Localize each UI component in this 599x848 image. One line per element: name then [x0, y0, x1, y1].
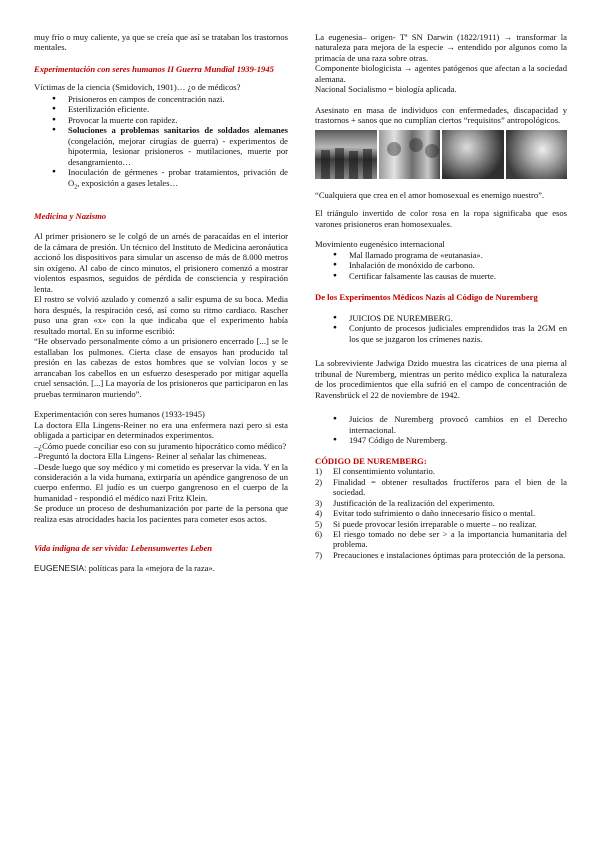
list-item: ● Inhalación de monóxido de carbono. [315, 260, 567, 270]
dehumanization-paragraph: Se produce un proceso de deshumanización por parte de la persona que realiza esas atrocidades hacia los pacientes para cometer esos actos. [34, 503, 288, 524]
list-item: ● Esterilización eficiente. [34, 104, 288, 114]
right-column [315, 32, 567, 560]
eugenesia-definition: EUGENESIA: políticas para la «mejora de la raza». [34, 562, 215, 573]
doctor-photo [506, 130, 568, 179]
list-item: ● JUICIOS DE NUREMBERG. [315, 313, 567, 323]
intro-paragraph: muy frío o muy caliente, ya que se creía que así se trataban los trastornos mentales. [34, 32, 288, 53]
section-heading-medicine-nazism: Medicina y Nazismo [34, 210, 107, 221]
mass-murder-paragraph: Asesinato en masa de individuos con enfermedades, discapacidad y trastornos + sanos que no cumplían ciertos “requisitos” antropológicos. [315, 104, 567, 126]
eugenics-origin-paragraph: La eugenesia– origen- Tª SN Darwin (1822/1911) → transformar la naturaleza para mejora de la especie → entendido por algunos como la primacía de una raza sobre otras. [315, 32, 567, 63]
homosexual-quote: “Cualquiera que crea en el amor homosexual es enemigo nuestro”. [315, 189, 545, 200]
bold-phrase: Soluciones a problemas sanitarios de soldados alemanes [68, 125, 288, 136]
section-heading-lebensunwertes: Vida indigna de ser vivida: Lebensunwertes Leben [34, 543, 213, 554]
eugenesia-label: EUGENESIA: [34, 562, 87, 573]
nuremberg-outcomes-list [315, 414, 567, 445]
list-item: ● Inoculación de gérmenes - probar tratamientos, privación de $O_2$, exposición a gases letales… [34, 167, 288, 192]
list-item: ● 1947 Código de Nuremberg. [315, 435, 567, 445]
list-item: ● Soluciones a problemas sanitarios de soldados alemanes (congelación, mejorar cirugías de guerra) - experimentos de hipotermia, lesionar prisioneros - mutilaciones, muerte por desangramiento… [34, 125, 288, 167]
list-item: 1) El consentimiento voluntario. [315, 466, 435, 477]
dzido-paragraph: La sobreviviente Jadwiga Dzido muestra las cicatrices de una pierna al tribunal de Nuremberg, mientras un perito médico explica la naturaleza de los procedimientos que ella sufrió en el campo de concentración de Ravensbrück el 22 de noviembre de 1942. [315, 358, 567, 400]
pressure-chamber-paragraph: Al primer prisionero se le colgó de un arnés de paracaídas en el interior de la cámara de presión. Un técnico del Instituto de Medicina aeronáutica accionó los dispositivos para simular un ascenso de más de 8.000 metros sin oxígeno. Al cabo de cinco minutos, el prisionero comenzó a mostrar violentos espasmos, seguidos de pérdida de consciencia y respiración lenta. [34, 231, 288, 294]
nuremberg-list [315, 313, 567, 344]
lingens-paragraph: La doctora Ella Lingens-Reiner no era una enfermera nazi pero si esta obligada a participar en determinados experimentos. [34, 419, 288, 441]
list-item: ● Conjunto de procesos judiciales emprendidos tras la 2GM en los que se juzgaron los crímenes nazis. [315, 323, 567, 344]
prisoners-photo [315, 130, 377, 179]
nuremberg-code-heading: CÓDIGO DE NUREMBERG: [315, 455, 427, 466]
section-title-experimentation-1933: Experimentación con seres humanos (1933-1945) [34, 409, 205, 420]
victims-question: Víctimas de la ciencia (Smidovich, 1901)… ¿o de médicos? [34, 82, 241, 93]
list-item: 7) Precauciones e instalaciones óptimas para protección de la persona. [315, 549, 566, 560]
list-item: ● Provocar la muerte con rapidez. [34, 115, 288, 125]
section-heading-experimentation-ww2: Experimentación con seres humanos II Guerra Mundial 1939-1945 [34, 63, 274, 74]
list-item: 3) Justificación de la realización del experimento. [315, 497, 495, 508]
dialogue-line-2: –Preguntó la doctora Ella Lingens- Reiner al señalar las chimeneas. [34, 451, 267, 462]
list-item: ● Certificar falsamente las causas de muerte. [315, 271, 567, 281]
experiments-list [34, 94, 288, 192]
rascher-quote: “He observado personalmente cómo a un prisionero encerrado [...] se le estallaban los pulmones. Cierta clase de ensayos han producido tal presión en las cabezas de estos hombres que se volvían locos y se arrancaban los cabellos en un esfuerzo desesperado por mitigar aquella cruel sensación. [...] La mayoría de los prisioneros que participaron en las pruebas terminaron muriendo”. [34, 336, 288, 399]
portrait-photo [442, 130, 504, 179]
eugenics-movement-title: Movimiento eugenésico internacional [315, 239, 445, 250]
historical-photos [315, 130, 567, 179]
eugenics-movement-list [315, 250, 567, 281]
section-heading-nuremberg: De los Experimentos Médicos Nazis al Código de Nuremberg [315, 292, 538, 303]
dialogue-line-3: –Desde luego que soy médico y mi cometido es preservar la vida. Y en la consideración a la vida humana, extirparía un apéndice gangrenoso de un cuerpo enfermo. El judío es un cuerpo gangrenoso en el cuerpo de la humanidad - respondió el médico nazi Fritz Klein. [34, 461, 288, 503]
nuremberg-code-list [315, 466, 567, 560]
list-item: ● Juicios de Nuremberg provocó cambios en el Derecho internacional. [315, 414, 567, 435]
list-item: 5) Si puede provocar lesión irreparable o muerte – no realizar. [315, 518, 537, 529]
dialogue-line-1: –¿Cómo puede conciliar eso con su juramento hipocrático como médico? [34, 440, 287, 451]
pink-triangle-paragraph: El triángulo invertido de color rosa en la ropa significaba que esos varones prisioneros eran homosexuales. [315, 208, 567, 229]
left-column [34, 32, 288, 573]
list-item: 4) Evitar todo sufrimiento o daño innecesario físico o mental. [315, 508, 536, 519]
biologicist-paragraph: Componente biologicista → agentes patógenos que afectan a la sociedad alemana. [315, 63, 567, 84]
nazism-biology-paragraph: Nacional Socialismo = biología aplicada. [315, 84, 457, 95]
list-item: 2) Finalidad = obtener resultados fructíferos para el bien de la sociedad. [315, 476, 567, 498]
crowd-photo [379, 130, 441, 179]
list-item: 6) El riesgo tomado no debe ser > a la importancia humanitaria del problema. [315, 528, 567, 550]
list-item: ● Prisioneros en campos de concentración nazi. [34, 94, 288, 104]
list-item: ● Mal llamado programa de «eutanasia». [315, 250, 567, 260]
rascher-paragraph: El rostro se volvió azulado y comenzó a salir espuma de su boca. Media hora después, la respiración cesó, así como su ritmo cardiaco. Rascher puso una gran «x» con la que indicaba que el experimento había resultado mortal. En su informe escribió: [34, 294, 288, 336]
